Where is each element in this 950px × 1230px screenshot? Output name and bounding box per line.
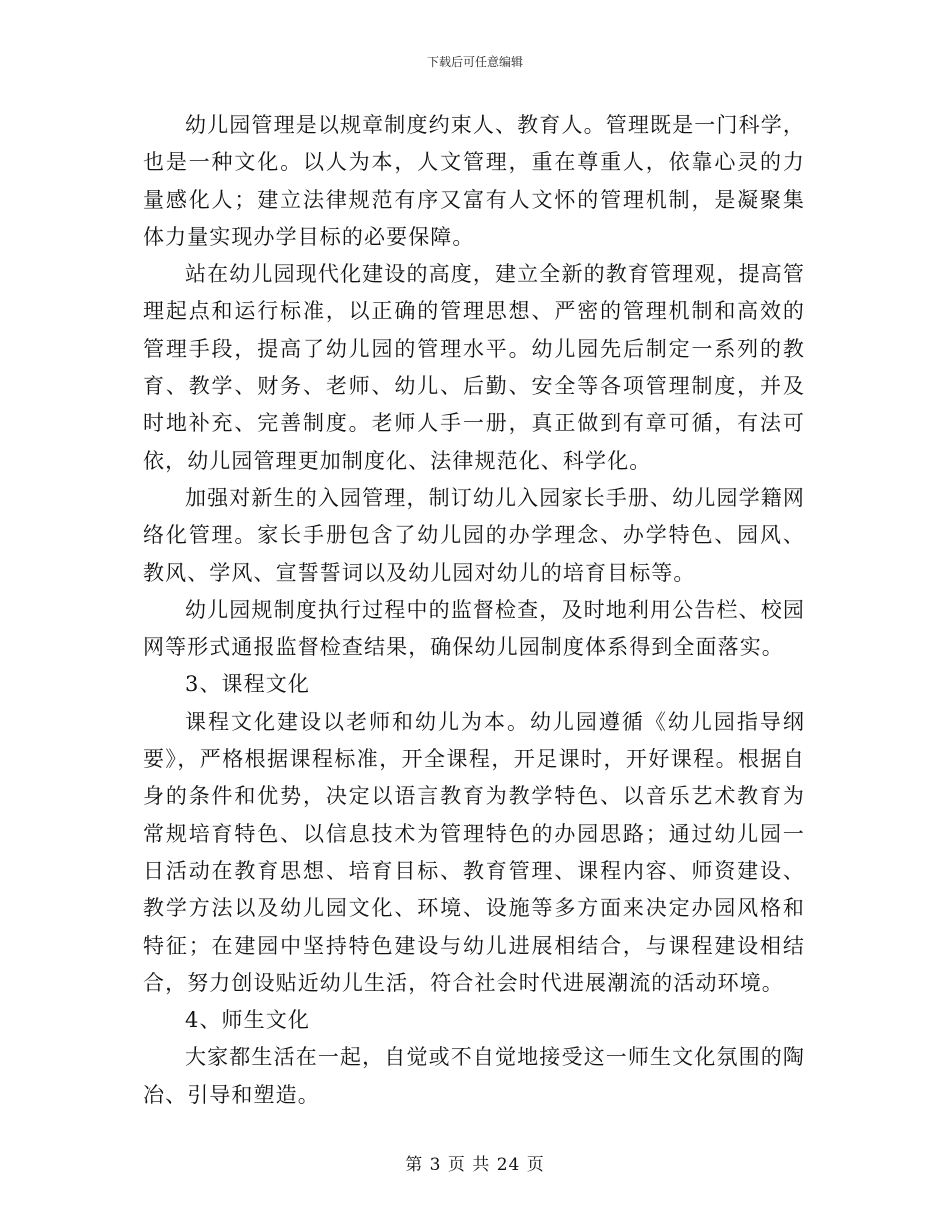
page-header: 下载后可任意编辑: [426, 55, 523, 69]
paragraph-management-intro: 幼儿园管理是以规章制度约束人、教育人。管理既是一门科学，也是一种文化。以人为本，人文管理，重在尊重人，依靠心灵的力量感化人；建立法律规范有序又富有人文怀的管理机制，是凝聚集体力量实现办学目标的必要保障。: [143, 113, 805, 249]
page-number: 第 3 页 共 24 页: [405, 1155, 545, 1175]
paragraph-teacher-student: 大家都生活在一起，自觉或不自觉地接受这一师生文化氛围的陶冶、引导和塑造。: [143, 1045, 805, 1107]
paragraph-supervision: 幼儿园规制度执行过程中的监督检查，及时地利用公告栏、校园网等形式通报监督检查结果，确保幼儿园制度体系得到全面落实。: [143, 597, 805, 660]
document-body: [143, 107, 805, 1114]
paragraph-curriculum: 课程文化建设以老师和幼儿为本。幼儿园遵循《幼儿园指导纲要》，严格根据课程标准，开全课程，开足课时，开好课程。根据自身的条件和优势，决定以语言教育为教学特色、以音乐艺术教育为常规培育特色、以信息技术为管理特色的办园思路；通过幼儿园一日活动在教育思想、培育目标、教育管理、课程内容、师资建设、教学方法以及幼儿园文化、环境、设施等多方面来决定办园风格和特征；在建园中坚持特色建设与幼儿进展相结合，与课程建设相结合，努力创设贴近幼儿生活，符合社会时代进展潮流的活动环境。: [143, 709, 805, 995]
paragraph-management-system: 站在幼儿园现代化建设的高度，建立全新的教育管理观，提高管理起点和运行标准，以正确的管理思想、严密的管理机制和高效的管理手段，提高了幼儿园的管理水平。幼儿园先后制定一系列的教育、教学、财务、老师、幼儿、后勤、安全等各项管理制度，并及时地补充、完善制度。老师人手一册，真正做到有章可循，有法可依，幼儿园管理更加制度化、法律规范化、科学化。: [143, 262, 805, 473]
section-heading-curriculum: 3、课程文化: [185, 672, 310, 697]
paragraph-enrollment: 加强对新生的入园管理，制订幼儿入园家长手册、幼儿园学籍网络化管理。家长手册包含了幼儿园的办学理念、办学特色、园风、教风、学风、宣誓誓词以及幼儿园对幼儿的培育目标等。: [143, 485, 805, 585]
section-heading-teacher-student: 4、师生文化: [185, 1008, 310, 1033]
